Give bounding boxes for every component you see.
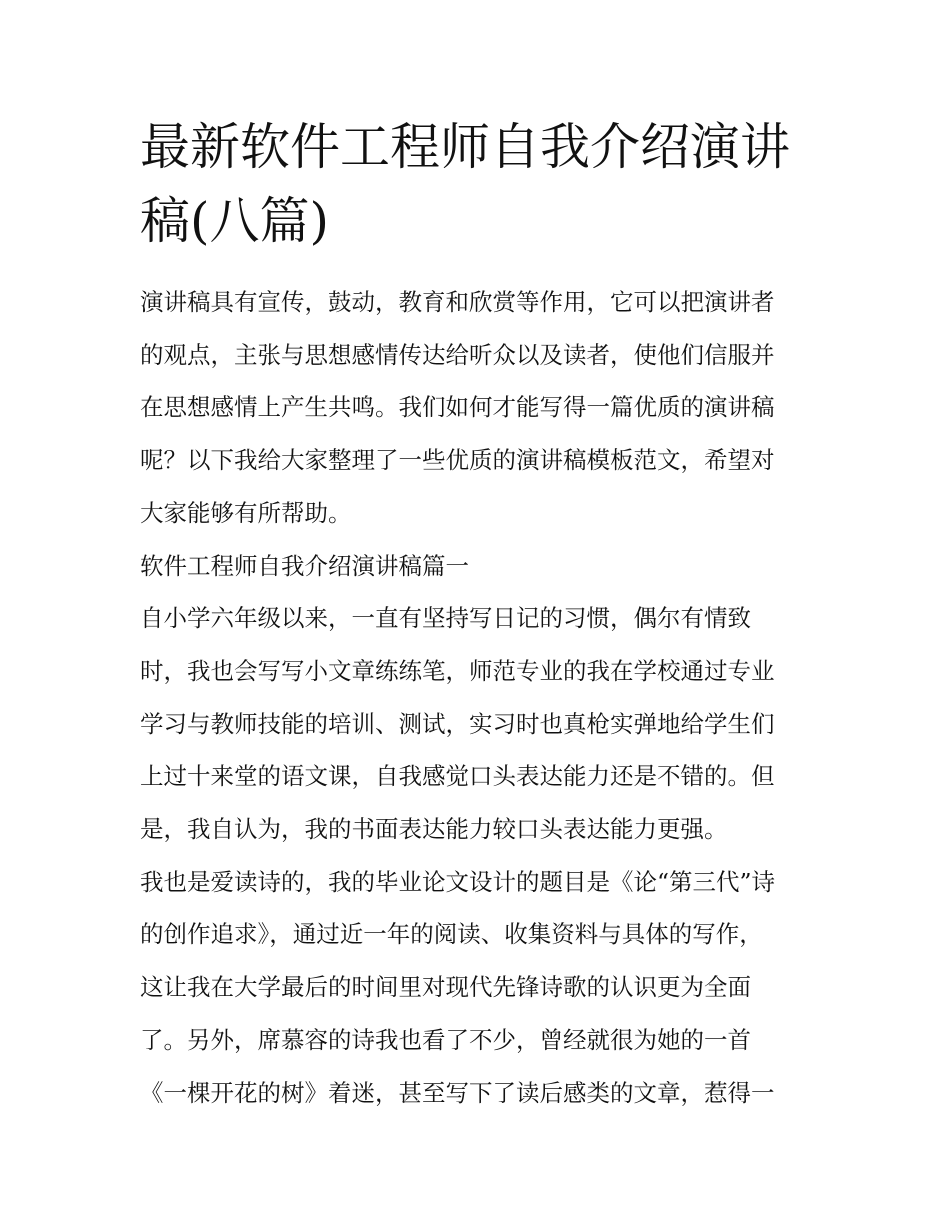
text-line: 《一棵开花的树》着迷，甚至写下了读后感类的文章，惹得一 [140, 1078, 775, 1107]
spacer [140, 258, 820, 276]
text-line: 的观点，主张与思想感情传达给听众以及读者，使他们信服并 [140, 340, 775, 369]
text-line: 大家能够有所帮助。 [140, 498, 352, 527]
text-line: 呢？以下我给大家整理了一些优质的演讲稿模板范文，希望对 [140, 446, 775, 475]
text-line: 的创作追求》，通过近一年的阅读、收集资料与具体的写作， [140, 920, 763, 949]
text-line: 了。另外，席慕容的诗我也看了不少，曾经就很为她的一首 [140, 1025, 751, 1054]
text-line: 上过十来堂的语文课，自我感觉口头表达能力还是不错的。但 [140, 762, 775, 791]
text-line: 是，我自认为，我的书面表达能力较口头表达能力更强。 [140, 815, 728, 844]
body-paragraph-2 [140, 856, 820, 1120]
title-line: 最新软件工程师自我介绍演讲 [140, 118, 790, 176]
body-paragraph-1 [140, 592, 820, 856]
text-line: 这让我在大学最后的时间里对现代先锋诗歌的认识更为全面 [140, 973, 751, 1002]
text-line: 学习与教师技能的培训、测试，实习时也真枪实弹地给学生们 [140, 709, 775, 738]
text-line: 时，我也会写写小文章练练笔，师范专业的我在学校通过专业 [140, 656, 775, 685]
section-heading: 软件工程师自我介绍演讲稿篇一 [140, 551, 469, 580]
text-line: 自小学六年级以来，一直有坚持写日记的习惯，偶尔有情致 [140, 604, 751, 633]
text-line: 在思想感情上产生共鸣。我们如何才能写得一篇优质的演讲稿 [140, 393, 775, 422]
text-line: 演讲稿具有宣传，鼓动，教育和欣赏等作用，它可以把演讲者 [140, 288, 775, 316]
document-body [140, 110, 820, 1119]
title-line: 稿(八篇) [140, 192, 330, 250]
intro-paragraph [140, 276, 820, 540]
document-title [140, 110, 820, 258]
text-line: 我也是爱读诗的，我的毕业论文设计的题目是《论“第三代”诗 [140, 867, 776, 896]
